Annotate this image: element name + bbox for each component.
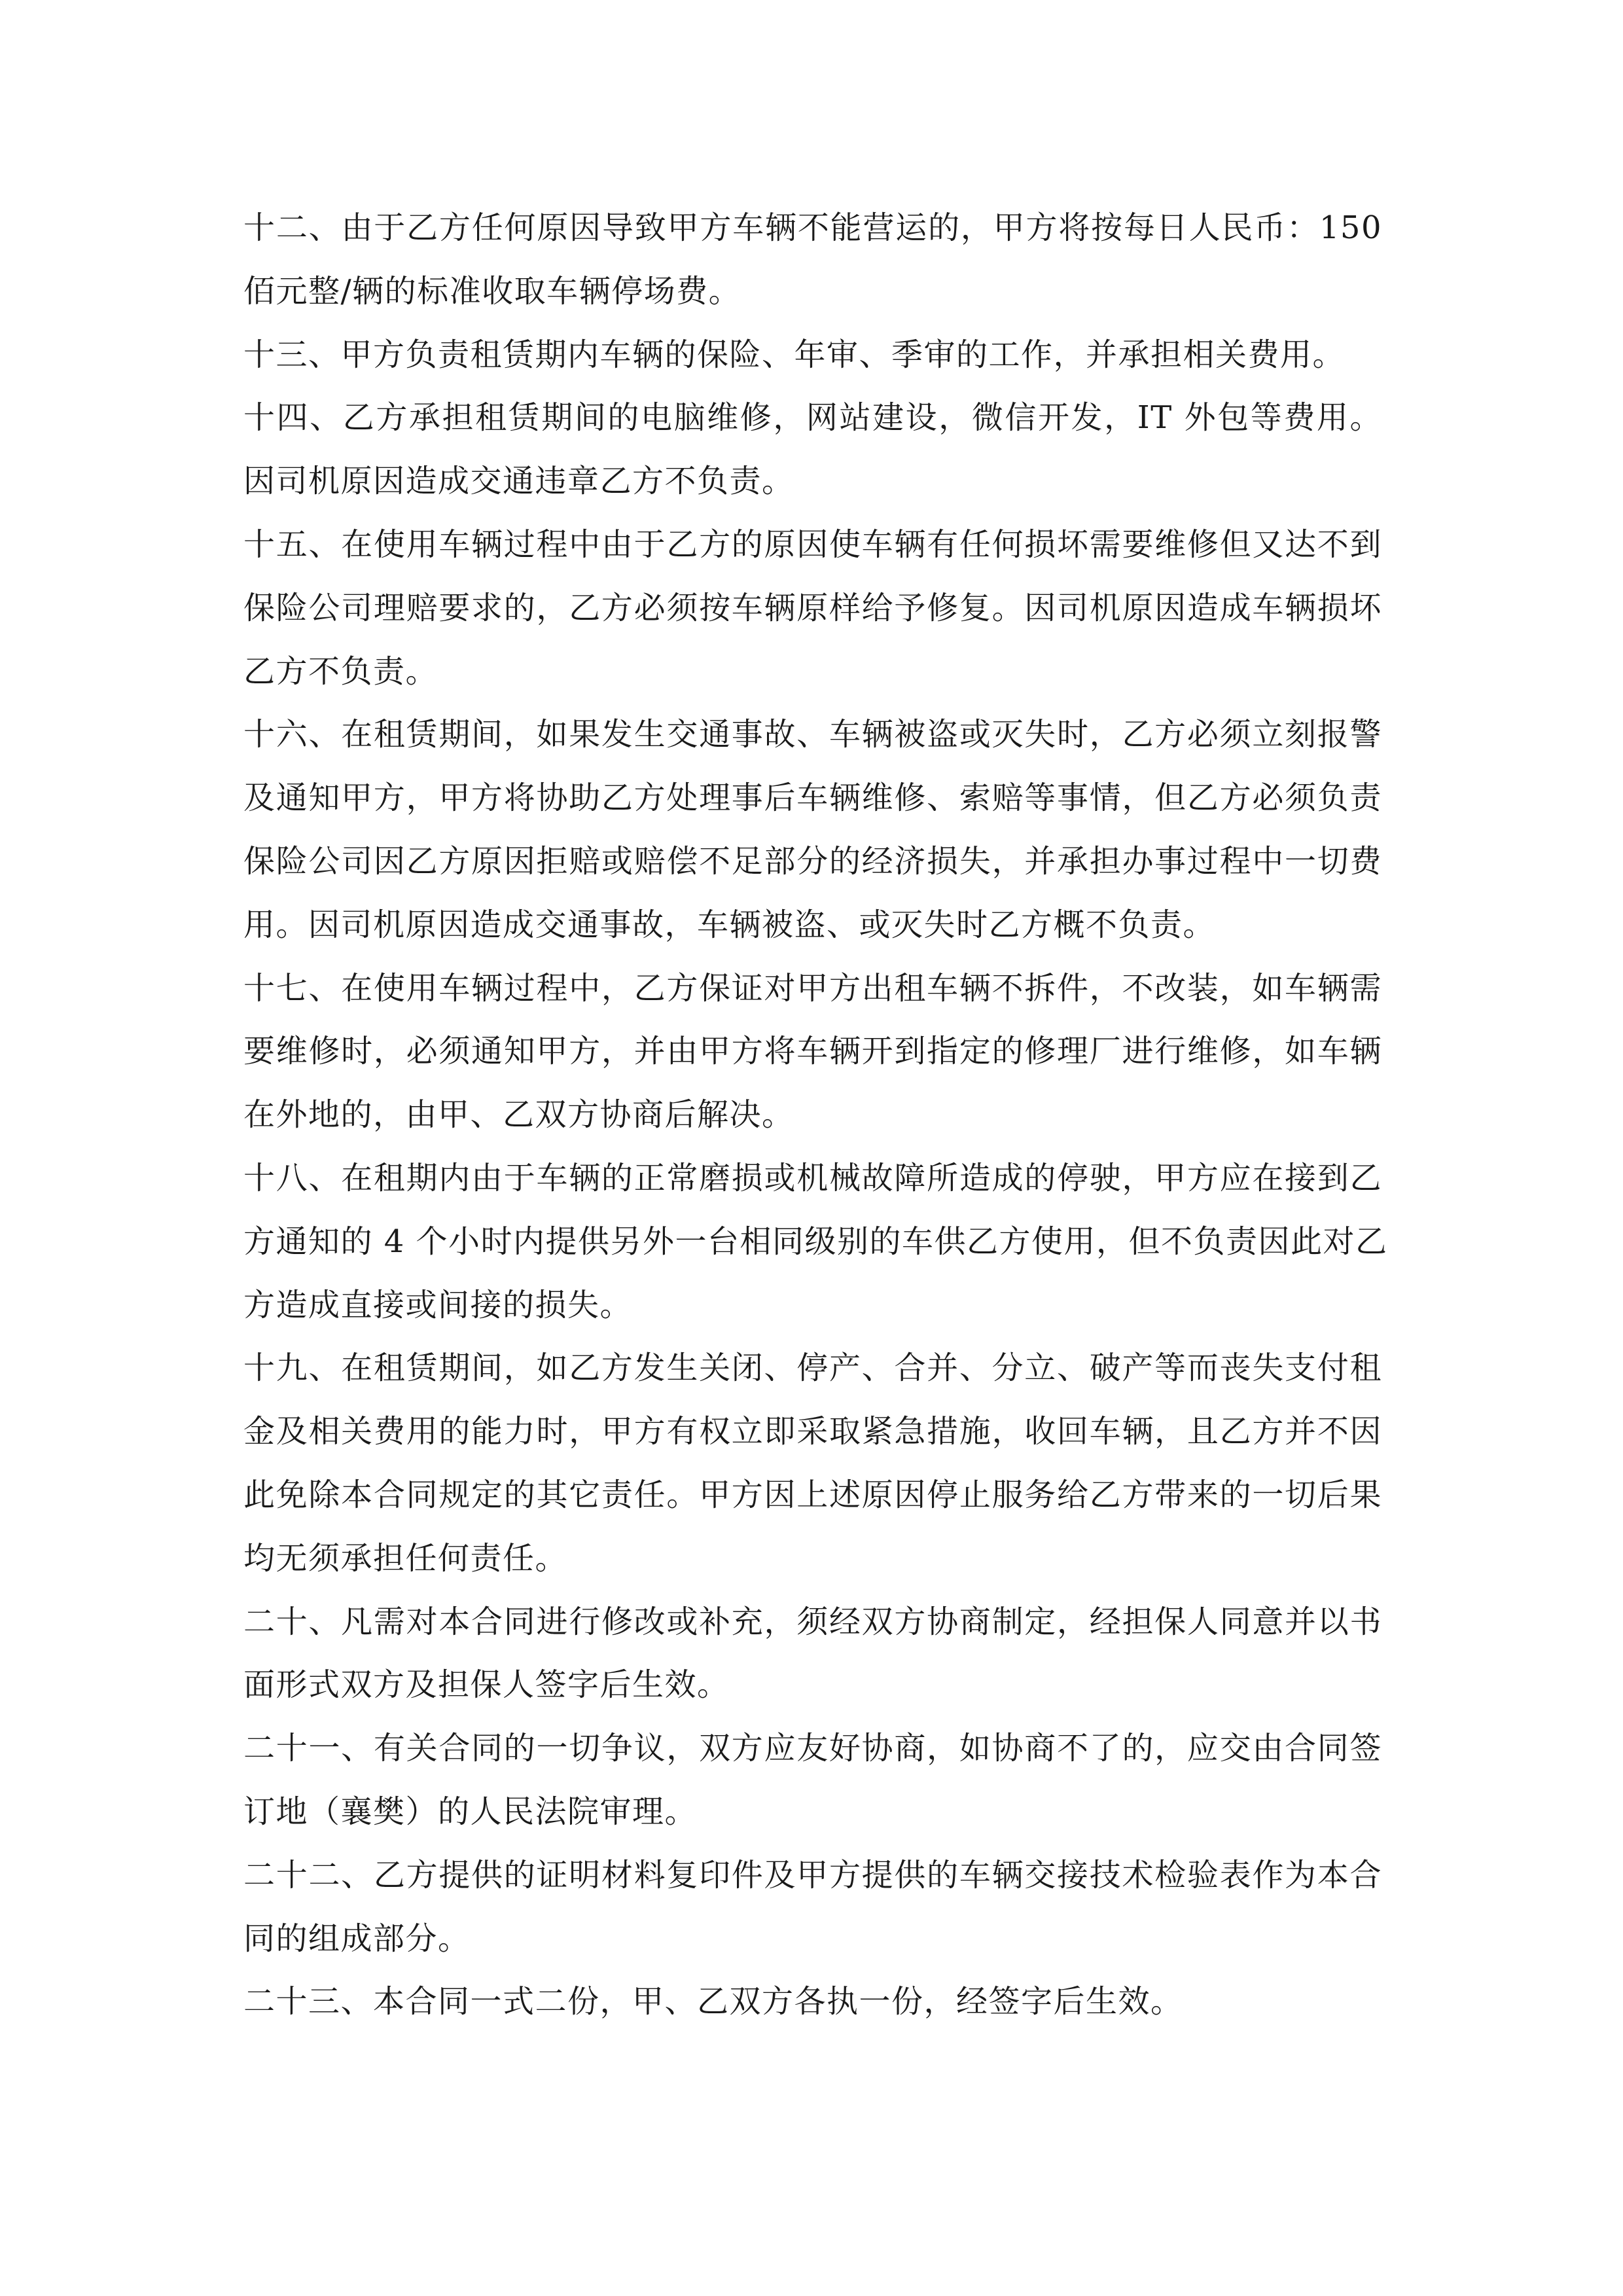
clause-22 [243,1844,1382,1971]
clause-line: 保险公司因乙方原因拒赔或赔偿不足部分的经济损失，并承担办事过程中一切费 [243,842,1382,880]
clause-19 [243,1336,1382,1590]
clause-15 [243,513,1382,703]
clause-line: 十三、甲方负责租赁期内车辆的保险、年审、季审的工作，并承担相关费用。 [243,336,1346,373]
clause-21 [243,1717,1382,1844]
clause-line: 乙方不负责。 [243,653,438,690]
clause-line: 十六、在租赁期间，如果发生交通事故、车辆被盗或灭失时，乙方必须立刻报警 [243,716,1382,753]
clause-line: 保险公司理赔要求的，乙方必须按车辆原样给予修复。因司机原因造成车辆损坏 [243,589,1382,626]
clause-line: 此免除本合同规定的其它责任。甲方因上述原因停止服务给乙方带来的一切后果 [243,1476,1382,1513]
clause-line: 二十、凡需对本合同进行修改或补充，须经双方协商制定，经担保人同意并以书 [243,1603,1382,1640]
clause-23 [243,1970,1382,2034]
clause-line: 金及相关费用的能力时，甲方有权立即采取紧急措施，收回车辆，且乙方并不因 [243,1413,1382,1450]
clause-14 [243,386,1382,513]
clause-line: 及通知甲方，甲方将协助乙方处理事后车辆维修、索赔等事情，但乙方必须负责 [243,780,1382,817]
clause-line: 在外地的，由甲、乙双方协商后解决。 [243,1096,794,1134]
clause-12 [243,196,1382,323]
clause-line: 因司机原因造成交通违章乙方不负责。 [243,463,794,500]
clause-line: 要维修时，必须通知甲方，并由甲方将车辆开到指定的修理厂进行维修，如车辆 [243,1033,1382,1070]
clause-line: 佰元整/辆的标准收取车辆停场费。 [243,272,741,310]
clause-line: 十八、在租期内由于车辆的正常磨损或机械故障所造成的停驶，甲方应在接到乙 [243,1159,1382,1196]
clause-20 [243,1590,1382,1717]
clause-line: 二十二、乙方提供的证明材料复印件及甲方提供的车辆交接技术检验表作为本合 [243,1856,1382,1893]
contract-body [243,196,1388,2034]
clause-line: 十七、在使用车辆过程中，乙方保证对甲方出租车辆不拆件，不改装，如车辆需 [243,969,1382,1007]
clause-17 [243,957,1382,1147]
clause-line: 面形式双方及担保人签字后生效。 [243,1666,730,1704]
clause-line: 用。因司机原因造成交通事故，车辆被盗、或灭失时乙方概不负责。 [243,906,1216,943]
clause-line: 二十三、本合同一式二份，甲、乙双方各执一份，经签字后生效。 [243,1983,1183,2020]
clause-line: 方造成直接或间接的损失。 [243,1286,633,1323]
clause-line: 十四、乙方承担租赁期间的电脑维修，网站建设，微信开发，IT 外包等费用。 [243,399,1382,437]
clause-line: 方通知的 4 个小时内提供另外一台相同级别的车供乙方使用，但不负责因此对乙 [243,1223,1388,1260]
clause-line: 订地（襄樊）的人民法院审理。 [243,1793,698,1830]
clause-18 [243,1147,1388,1336]
clause-line: 同的组成部分。 [243,1920,471,1957]
clause-line: 十九、在租赁期间，如乙方发生关闭、停产、合并、分立、破产等而丧失支付租 [243,1350,1382,1387]
clause-16 [243,703,1382,956]
clause-line: 十五、在使用车辆过程中由于乙方的原因使车辆有任何损坏需要维修但又达不到 [243,526,1382,563]
clause-line: 二十一、有关合同的一切争议，双方应友好协商，如协商不了的，应交由合同签 [243,1730,1382,1767]
clause-13 [243,323,1382,387]
clause-line: 十二、由于乙方任何原因导致甲方车辆不能营运的，甲方将按每日人民币：150 [243,209,1382,246]
clause-line: 均无须承担任何责任。 [243,1539,568,1577]
